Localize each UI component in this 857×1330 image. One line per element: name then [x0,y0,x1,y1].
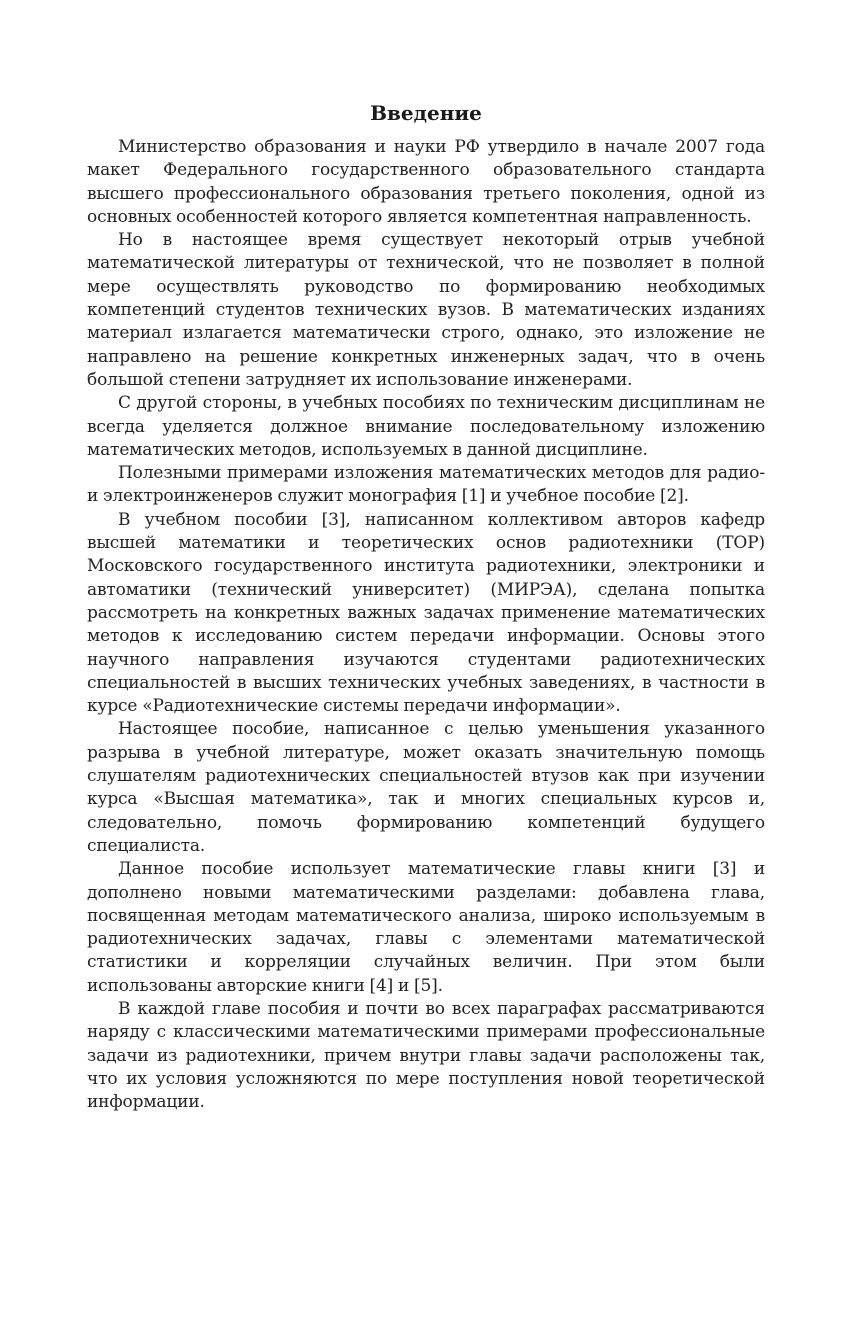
paragraph-4: Полезными примерами изложения математических методов для радио- и электроинженеров служит монография [1] и учебное пособие [2]. [87,463,765,507]
paragraph-2: Но в настоящее время существует некоторый отрыв учебной математической литературы от технической, что не позволяет в полной мере осуществлять руководство по формированию необходимых компетенций студентов технических вузов. В математических изданиях материал излагается математически строго, однако, это изложение не направлено на решение конкретных инженерных задач, что в очень большой степени затрудняет их использование инженерами. [87,230,765,390]
paragraph-8: В каждой главе пособия и почти во всех параграфах рассматриваются наряду с классическими математическими примерами профессиональные задачи из радиотехники, причем внутри главы задачи расположены так, что их условия усложняются по мере поступления новой теоретической информации. [87,998,765,1113]
paragraph-6: Настоящее пособие, написанное с целью уменьшения указанного разрыва в учебной литературе, может оказать значительную помощь слушателям радиотехнических специальностей втузов как при изучении курса «Высшая математика», так и многих специальных курсов и, следовательно, помочь формированию компетенций будущего специалиста. [87,719,765,856]
paragraph-5: В учебном пособии [3], написанном коллективом авторов кафедр высшей математики и теоретических основ радиотехники (ТОР) Московского государственного института радиотехники, электроники и автоматики (технический университет) (МИРЭА), сделана попытка рассмотреть на конкретных важных задачах применение математических методов к исследованию систем передачи информации. Основы этого научного направления изучаются студентами радиотехнических специальностей в высших технических учебных заведениях, в частности в курсе «Радиотехнические системы передачи информации». [87,509,765,717]
paragraph-7: Данное пособие использует математические главы книги [3] и дополнено новыми математическими разделами: добавлена глава, посвященная методам математического анализа, широко используемым в радиотехнических задачах, главы с элементами математической статистики и корреляции случайных величин. При этом были использованы авторские книги [4] и [5]. [87,859,765,996]
paragraph-1: Министерство образования и науки РФ утвердило в начале 2007 года макет Федерального государственного образовательного стандарта высшего профессионального образования третьего поколения, одной из основных особенностей которого является компетентная направленность. [87,137,765,227]
page-title: Введение [370,101,482,125]
document-page [87,98,765,1114]
paragraph-3: С другой стороны, в учебных пособиях по техническим дисциплинам не всегда уделяется должное внимание последовательному изложению математических методов, используемых в данной дисциплине. [87,393,765,460]
